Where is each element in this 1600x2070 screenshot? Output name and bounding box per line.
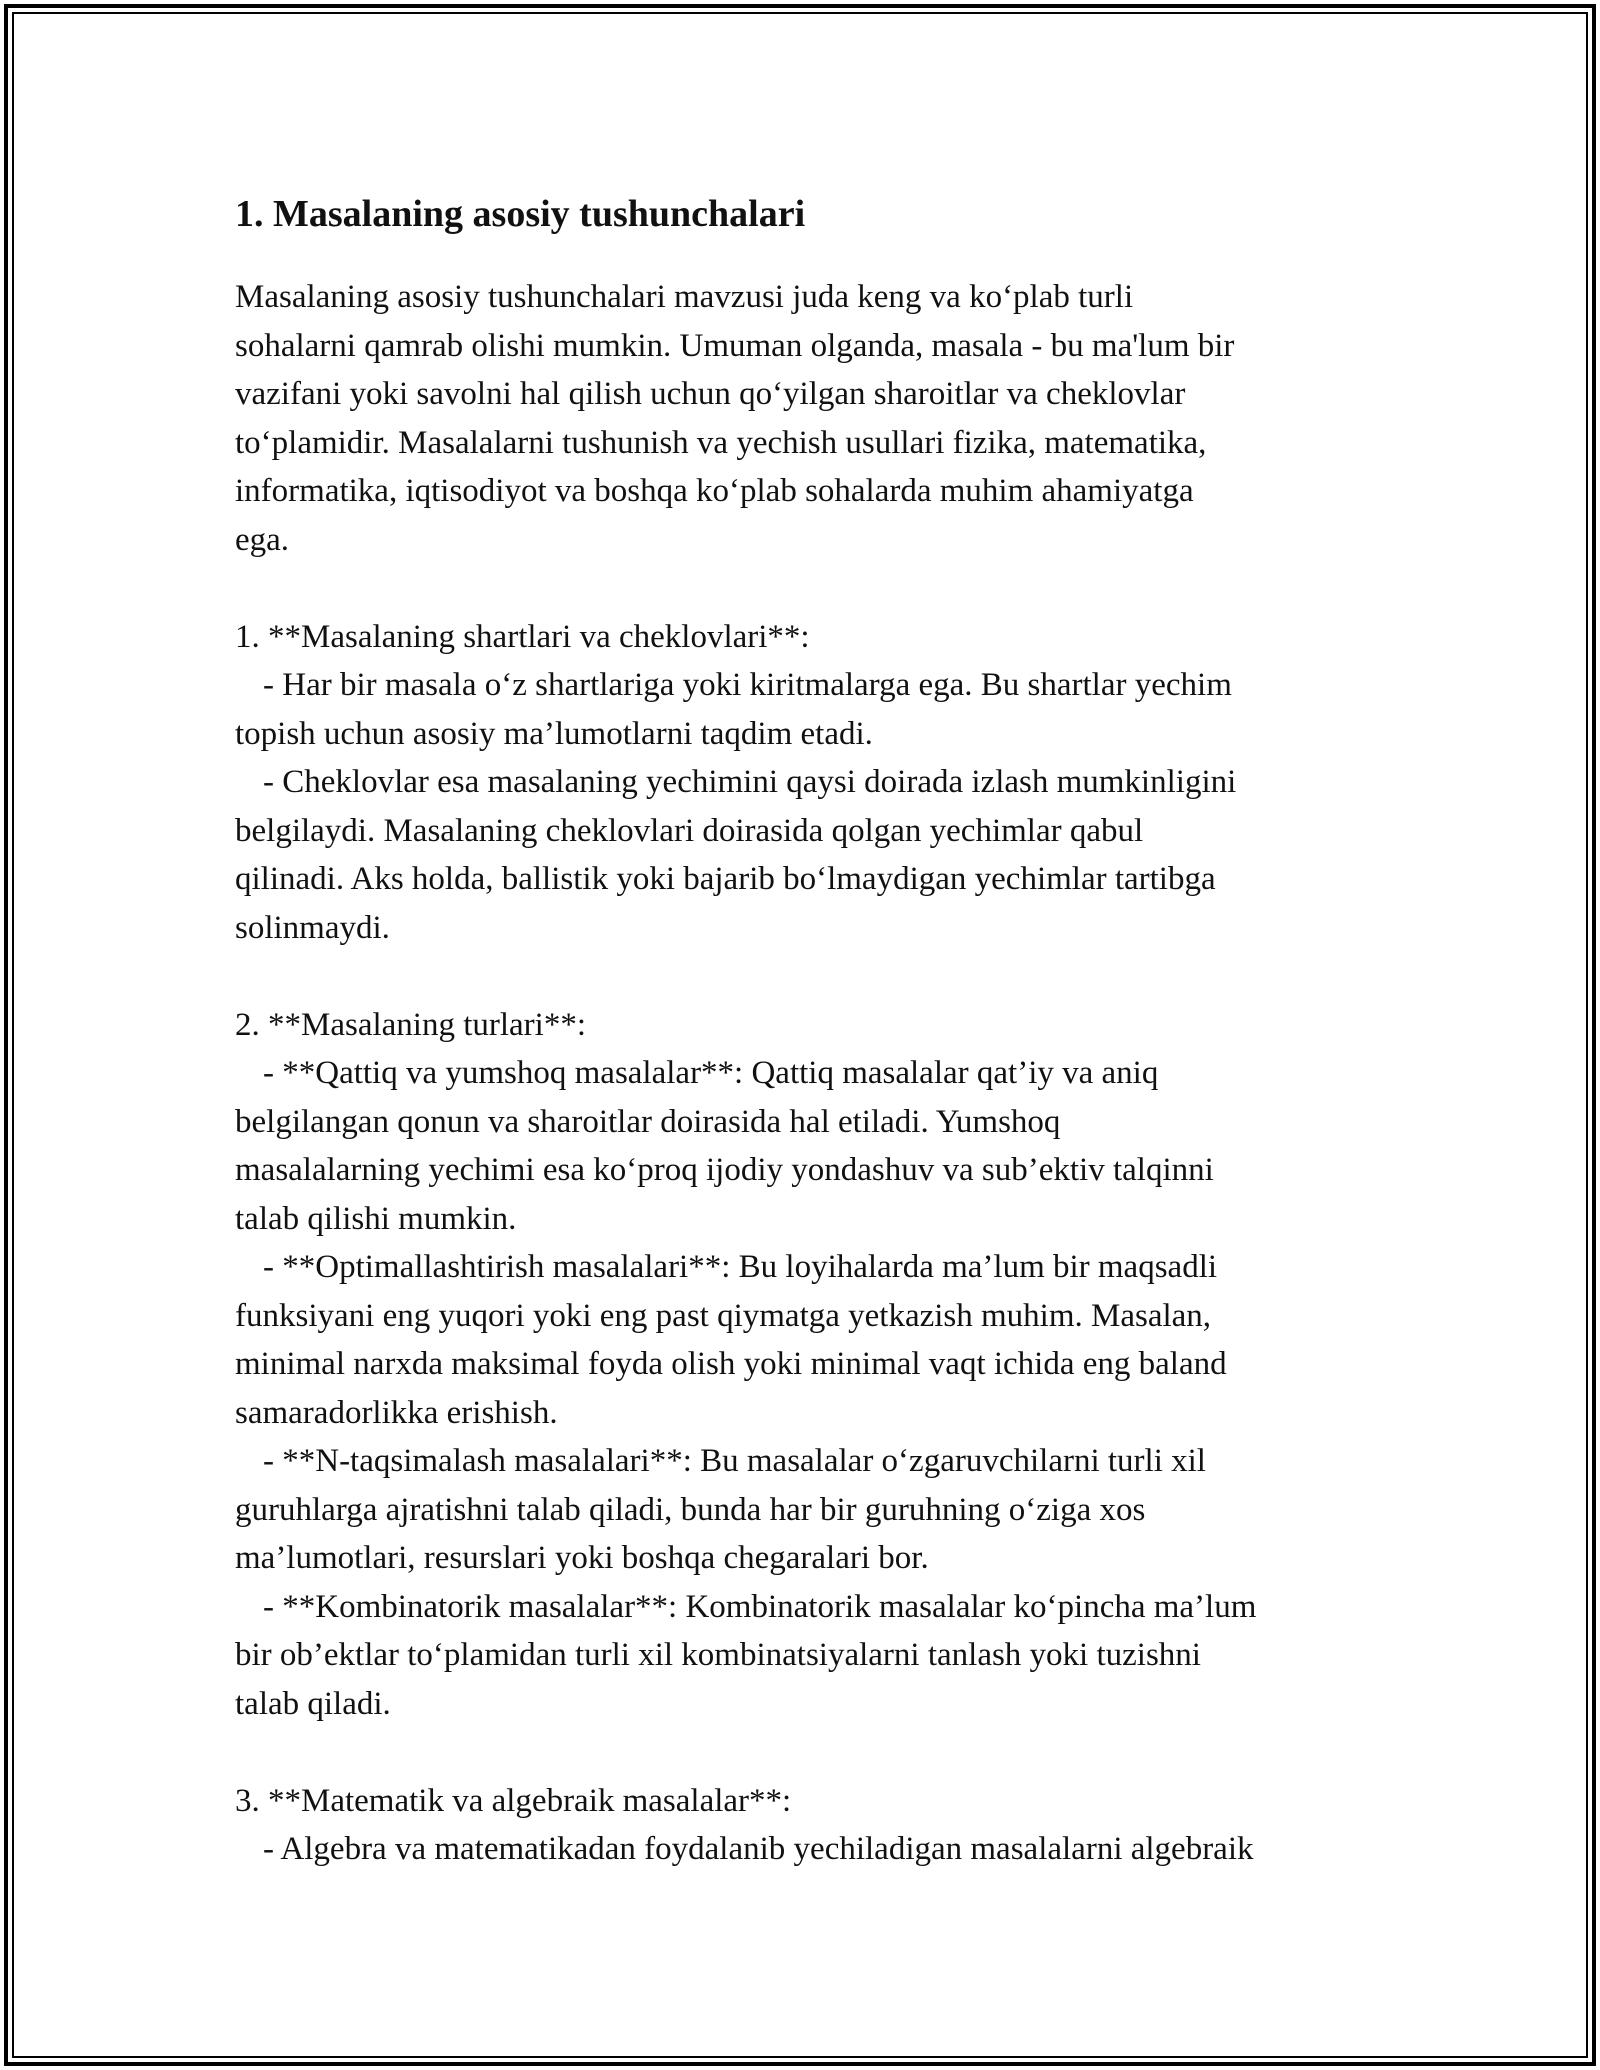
text-line: - **Kombinatorik masalalar**: Kombinatorik masalalar ko‘pincha ma’lum <box>263 1588 1257 1625</box>
list-item <box>235 1825 1380 1874</box>
intro-paragraph <box>235 273 1380 564</box>
text-line: masalalarning yechimi esa ko‘proq ijodiy yondashuv va sub’ektiv talqinni <box>235 1152 1214 1188</box>
text-line: ega. <box>235 521 290 558</box>
text-line: - Har bir masala o‘z shartlariga yoki kiritmalarga ega. Bu shartlar yechim <box>263 667 1232 703</box>
text-line: funksiyani eng yuqori yoki eng past qiymatga yetkazish muhim. Masalan, <box>235 1297 1212 1334</box>
text-line: Masalaning asosiy tushunchalari mavzusi juda keng va ko‘plab turli <box>235 279 1134 315</box>
text-line: solinmaydi. <box>235 909 390 946</box>
text-line: ma’lumotlari, resurslari yoki boshqa chegaralari bor. <box>235 1540 929 1576</box>
list-item-title: 1. **Masalaning shartlari va cheklovlari**: <box>235 618 810 655</box>
text-line: - Cheklovlar esa masalaning yechimini qaysi doirada izlash mumkinligini <box>263 764 1237 800</box>
paragraph-gap <box>235 1728 1380 1777</box>
text-line: - **N-taqsimalash masalalari**: Bu masalalar o‘zgaruvchilarni turli xil <box>263 1443 1206 1479</box>
text-line: samaradorlikka erishish. <box>235 1394 558 1431</box>
text-line: topish uchun asosiy ma’lumotlarni taqdim etadi. <box>235 715 873 752</box>
list-item-title: 3. **Matematik va algebraik masalalar**: <box>235 1782 792 1819</box>
text-line: - **Optimallashtirish masalalari**: Bu loyihalarda ma’lum bir maqsadli <box>263 1249 1218 1285</box>
text-line: informatika, iqtisodiyot va boshqa ko‘plab sohalarda muhim ahamiyatga <box>235 473 1194 509</box>
text-line: talab qiladi. <box>235 1685 391 1722</box>
paragraph-gap <box>235 952 1380 1001</box>
list-item <box>235 661 1380 758</box>
text-line: vazifani yoki savolni hal qilish uchun qo‘yilgan sharoitlar va cheklovlar <box>235 376 1186 412</box>
section-heading: 1. Masalaning asosiy tushunchalari <box>235 193 806 235</box>
text-line: - **Qattiq va yumshoq masalalar**: Qattiq masalalar qat’iy va aniq <box>263 1055 1159 1091</box>
list-item <box>235 1437 1380 1583</box>
text-line: belgilangan qonun va sharoitlar doirasida hal etiladi. Yumshoq <box>235 1103 1061 1140</box>
text-line: minimal narxda maksimal foyda olish yoki minimal vaqt ichida eng baland <box>235 1346 1227 1382</box>
text-line: qilinadi. Aks holda, ballistik yoki bajarib bo‘lmaydigan yechimlar tartibga <box>235 861 1216 897</box>
text-line: to‘plamidir. Masalalarni tushunish va yechish usullari fizika, matematika, <box>235 424 1207 461</box>
text-line: belgilaydi. Masalaning cheklovlari doirasida qolgan yechimlar qabul <box>235 812 1144 849</box>
document-page <box>235 185 1380 1874</box>
paragraph-gap <box>235 564 1380 613</box>
text-line: bir ob’ektlar to‘plamidan turli xil kombinatsiyalarni tanlash yoki tuzishni <box>235 1637 1201 1673</box>
list-item-title: 2. **Masalaning turlari**: <box>235 1006 587 1043</box>
text-line: sohalarni qamrab olishi mumkin. Umuman olganda, masala - bu ma'lum bir <box>235 327 1235 364</box>
text-line: guruhlarga ajratishni talab qiladi, bunda har bir guruhning o‘ziga xos <box>235 1491 1146 1528</box>
section-conditions <box>235 613 1380 953</box>
list-item <box>235 1583 1380 1729</box>
section-math <box>235 1777 1380 1874</box>
list-item <box>235 758 1380 952</box>
text-line: talab qilishi mumkin. <box>235 1200 517 1237</box>
section-types <box>235 1001 1380 1729</box>
list-item <box>235 1243 1380 1437</box>
text-line: - Algebra va matematikadan foydalanib yechiladigan masalalarni algebraik <box>263 1831 1254 1867</box>
list-item <box>235 1049 1380 1243</box>
